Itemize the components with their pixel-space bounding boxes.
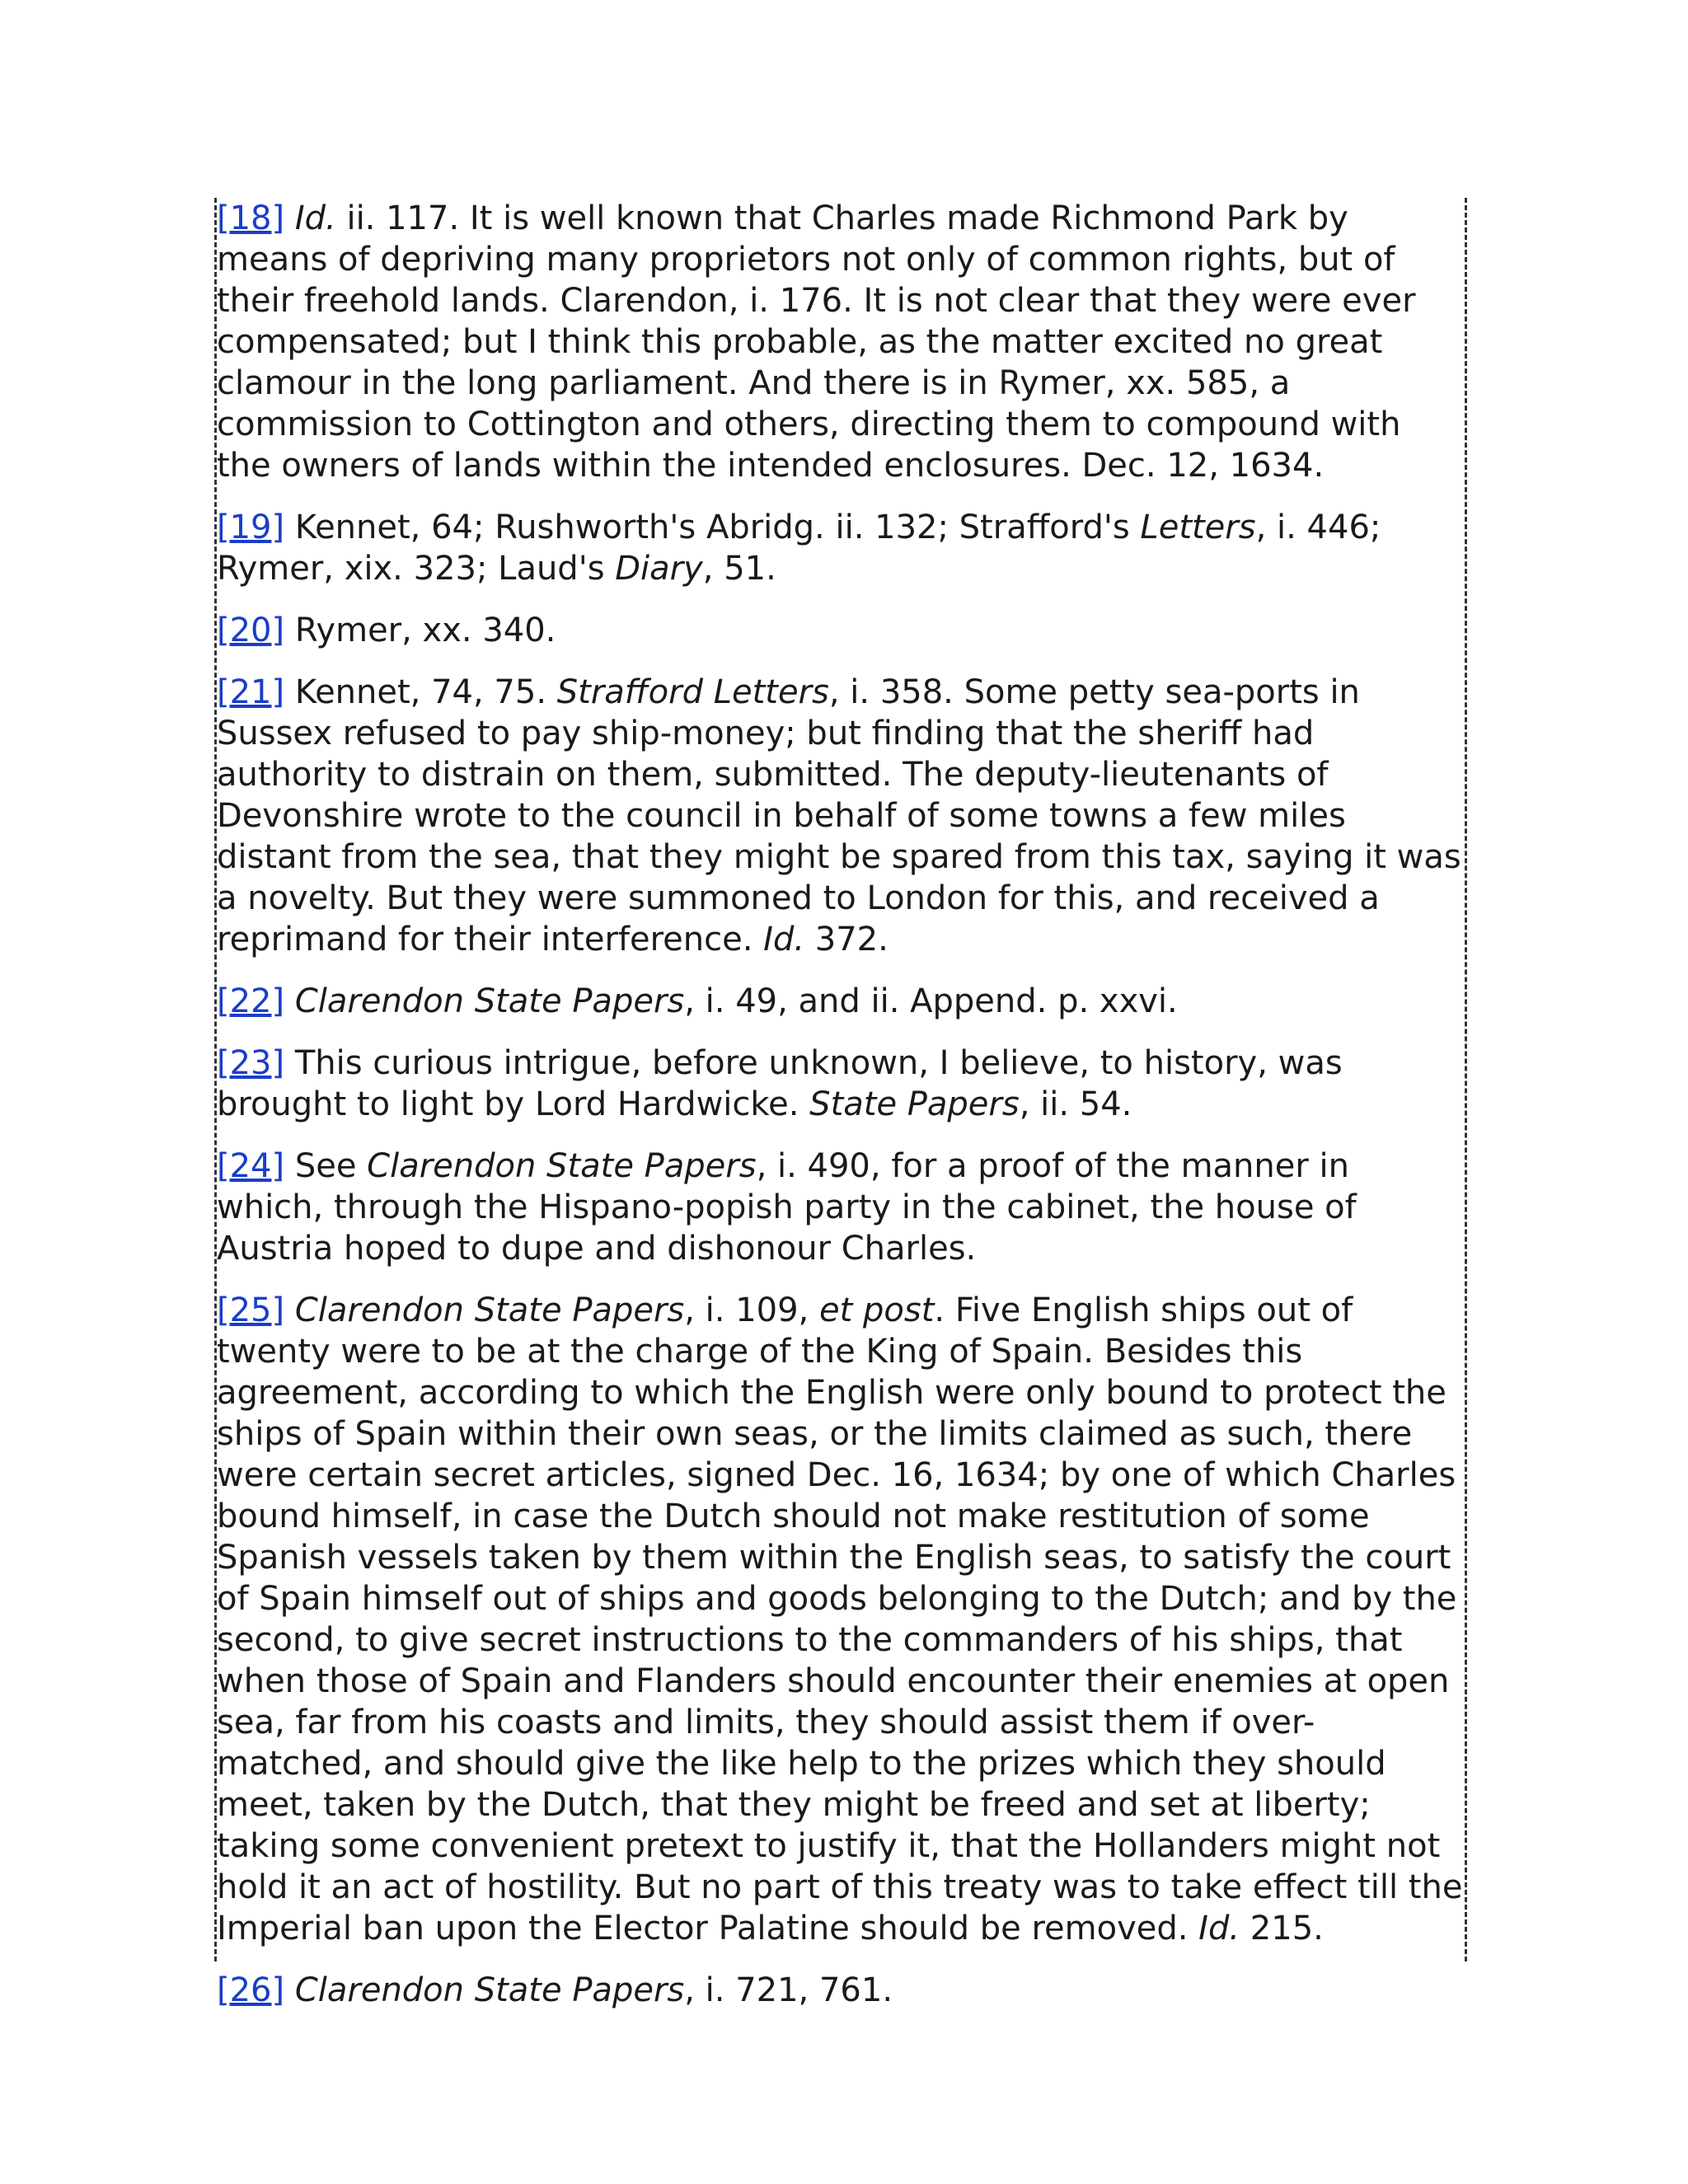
footnote [217, 507, 1465, 589]
footnote [217, 198, 1465, 486]
footnote-ref-link[interactable]: [25] [217, 1291, 285, 1329]
footnote-italic-text: et post [818, 1291, 935, 1329]
footnote [217, 1290, 1465, 1949]
footnote-italic-text: Id. [294, 199, 336, 237]
footnote-italic-text: Diary [615, 550, 703, 588]
footnote-text: This curious intrigue, before unknown, I believe, to history, was brought to light by Lord Hardwicke. [217, 1044, 1343, 1123]
footnote [217, 981, 1465, 1022]
footnote-ref-link[interactable]: [24] [217, 1147, 285, 1185]
footnote-text: , i. 490, for a proof of the manner in which, through the Hispano-popish party in the cabinet, the house of Austria hoped to dupe and dishonour Charles. [217, 1147, 1357, 1268]
footnote-text: Rymer, xx. 340. [294, 612, 556, 649]
footnote-italic-text: Id. [763, 921, 805, 958]
footnote-ref-link[interactable]: [23] [217, 1044, 285, 1082]
footnote-italic-text: Letters [1140, 509, 1256, 546]
footnote-text: , i. 446; Rymer, xix. 323; Laud's [217, 509, 1381, 588]
footnote-italic-text: Clarendon State Papers [367, 1147, 757, 1185]
footnote-ref-link[interactable]: [20] [217, 612, 285, 649]
footnote-ref-link[interactable]: [26] [217, 1971, 285, 2009]
footnote-italic-text: Strafford Letters [556, 673, 829, 711]
footnote-text: , i. 109, [684, 1291, 819, 1329]
footnote-text: Kennet, 74, 75. [294, 673, 557, 711]
footnote-text: See [294, 1147, 368, 1185]
footnote-ref-link[interactable]: [19] [217, 509, 285, 546]
footnote-ref-link[interactable]: [22] [217, 982, 285, 1020]
footnote-italic-text: Clarendon State Papers [294, 1971, 685, 2009]
footnote-text: , i. 49, and ii. Append. p. xxvi. [684, 982, 1178, 1020]
footnote-text: , ii. 54. [1019, 1085, 1132, 1123]
footnote [217, 1970, 1465, 2011]
footnote-text: , i. 358. Some petty sea-ports in Sussex refused to pay ship-money; but finding that the sheriff had authority to distrain on them, submitted. The deputy-lieutenants of Devonshire wrote to the council in behalf of some towns a few miles distant from the sea, that they might be spared from this tax, saying it was a novelty. But they were summoned to London for this, and received a reprimand for their interference. [217, 673, 1461, 958]
footnote-italic-text: State Papers [809, 1085, 1020, 1123]
footnote-italic-text: Clarendon State Papers [294, 982, 685, 1020]
footnote-text: ii. 117. It is well known that Charles made Richmond Park by means of depriving many proprietors not only of common rights, but of their freehold lands. Clarendon, i. 176. It is not clear that they were ever compensated; but I think this probable, as the matter excited no great clamour in the long parliament. And there is in Rymer, xx. 585, a commission to Cottington and others, directing them to compound with the owners of lands within the intended enclosures. Dec. 12, 1634. [217, 199, 1416, 485]
footnote-text: . Five English ships out of twenty were to be at the charge of the King of Spain. Besides this agreement, according to which the English were only bound to protect the ships of Spain within their own seas, or the limits claimed as such, there were certain secret articles, signed Dec. 16, 1634; by one of which Charles bound himself, in case the Dutch should not make restitution of some Spanish vessels taken by them within the English seas, to satisfy the court of Spain himself out of ships and goods belonging to the Dutch; and by the second, to give secret instructions to the commanders of his ships, that when those of Spain and Flanders should encounter their enemies at open sea, far from his coasts and limits, they should assist them if over-matched, and should give the like help to the prizes which they should meet, taken by the Dutch, that they might be freed and set at liberty; taking some convenient pretext to justify it, that the Hollanders might not hold it an act of hostility. But no part of this treaty was to take effect till the Imperial ban upon the Elector Palatine should be removed. [217, 1291, 1463, 1947]
footnote [217, 1043, 1465, 1125]
footnote-text: 372. [804, 921, 889, 958]
footnote-text: 215. [1240, 1910, 1324, 1947]
footnote-italic-text: Clarendon State Papers [294, 1291, 685, 1329]
footnote-italic-text: Id. [1198, 1910, 1240, 1947]
footnote-text: Kennet, 64; Rushworth's Abridg. ii. 132; Strafford's [294, 509, 1141, 546]
footnote [217, 610, 1465, 651]
footnote [217, 1146, 1465, 1269]
footnotes-section [214, 198, 1467, 2009]
footnote-text: , i. 721, 761. [684, 1971, 893, 2009]
footnote-text: , 51. [702, 550, 776, 588]
footnote-ref-link[interactable]: [18] [217, 199, 285, 237]
footnote-ref-link[interactable]: [21] [217, 673, 285, 711]
footnote [217, 672, 1465, 960]
